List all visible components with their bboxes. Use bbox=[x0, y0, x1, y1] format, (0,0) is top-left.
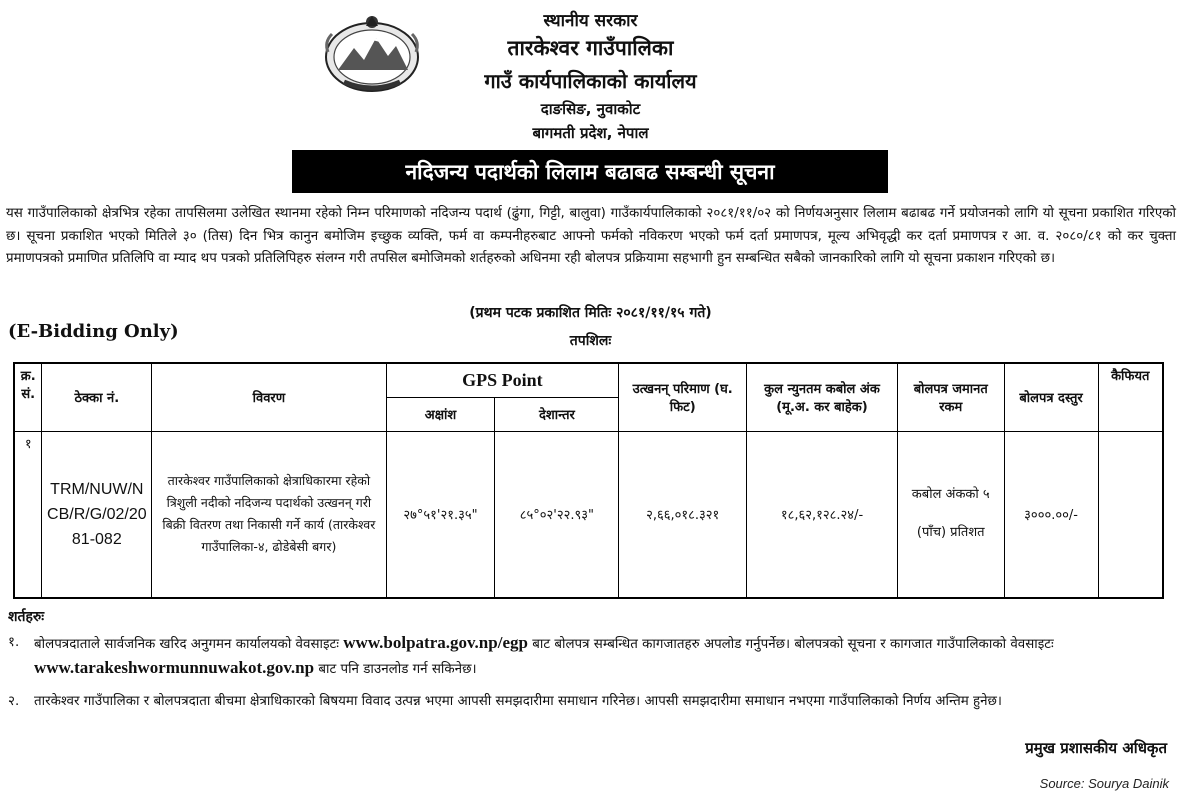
header-municipality-name: तारकेश्वर गाउँपालिका bbox=[507, 36, 674, 60]
cell-quantity: २,६६,०१८.३२१ bbox=[619, 431, 747, 598]
condition-number: २. bbox=[8, 694, 20, 709]
cell-description: तारकेश्वर गाउँपालिकाको क्षेत्राधिकारमा रहेको त्रिशुली नदीको नदिजन्य पदार्थको उत्खनन् गरी बिक्री वितरण तथा निकासी गर्ने कार्य (तारकेश्वर गाउँपालिका-४, ढोडेबेसी बगर) bbox=[152, 431, 386, 598]
cell-bid-fee: ३०००.००/- bbox=[1004, 431, 1098, 598]
col-header-quantity: उत्खनन् परिमाण (घ. फिट) bbox=[619, 363, 747, 431]
col-header-longitude: देशान्तर bbox=[495, 397, 619, 431]
signatory: प्रमुख प्रशासकीय अधिकृत bbox=[1025, 739, 1167, 757]
conditions-heading: शर्तहरुः bbox=[8, 609, 45, 625]
header-local-government: स्थानीय सरकार bbox=[543, 11, 638, 31]
col-header-gps: GPS Point bbox=[386, 363, 619, 397]
col-header-sn: क्र. सं. bbox=[14, 363, 42, 431]
cell-min-bid: १८,६२,१२८.२४/- bbox=[747, 431, 898, 598]
condition-text: तारकेश्वर गाउँपालिका र बोलपत्रदाता बीचमा क्षेत्राधिकारको बिषयमा विवाद उत्पन्न भएमा आपसी समझदारीमा समाधान गरिनेछ। आपसी समझदारीमा समाधान नभएमा गाउँपालिकाको निर्णय अन्तिम हुनेछ। bbox=[34, 694, 1002, 709]
source-credit: Source: Sourya Dainik bbox=[1039, 776, 1169, 791]
condition-number: १. bbox=[8, 635, 20, 650]
schedule-label: तपशिलः bbox=[569, 333, 612, 349]
cell-latitude: २७°५१'२१.३५" bbox=[386, 431, 495, 598]
condition-text: बाट बोलपत्र सम्बन्धित कागजातहरु अपलोड गर्नुपर्नेछ। बोलपत्रको सूचना र कागजात गाउँपालिकाको वेवसाइटः bbox=[532, 637, 1054, 652]
condition-text: बोलपत्रदाताले सार्वजनिक खरिद अनुगमन कार्यालयको वेवसाइटः bbox=[34, 637, 339, 652]
schedule-table bbox=[13, 362, 1164, 599]
ebidding-label: (E-Bidding Only) bbox=[8, 321, 179, 342]
notice-title: नदिजन्य पदार्थको लिलाम बढाबढ सम्बन्धी सूचना bbox=[292, 150, 888, 193]
condition-text: बाट पनि डाउनलोड गर्न सकिनेछ। bbox=[318, 662, 477, 677]
col-header-bid-security: बोलपत्र जमानत रकम bbox=[897, 363, 1004, 431]
header-province: बागमती प्रदेश, नेपाल bbox=[532, 124, 649, 142]
bolpatra-link[interactable]: www.bolpatra.gov.np/egp bbox=[343, 633, 528, 652]
cell-sn: १ bbox=[14, 431, 42, 598]
col-header-min-bid: कुल न्युनतम कबोल अंक (मू.अ. कर बाहेक) bbox=[747, 363, 898, 431]
cell-remarks bbox=[1098, 431, 1163, 598]
header-office-name: गाउँ कार्यपालिकाको कार्यालय bbox=[484, 69, 697, 93]
col-header-bid-fee: बोलपत्र दस्तुर bbox=[1004, 363, 1098, 431]
condition-item bbox=[8, 631, 1168, 681]
col-header-description: विवरण bbox=[152, 363, 386, 431]
col-header-latitude: अक्षांश bbox=[386, 397, 495, 431]
cell-contract-no: TRM/NUW/NCB/R/G/02/2081-082 bbox=[42, 431, 152, 598]
col-header-remarks: कैफियत bbox=[1098, 363, 1163, 431]
cell-longitude: ८५°०२'२२.९३" bbox=[495, 431, 619, 598]
notice-body: यस गाउँपालिकाको क्षेत्रभित्र रहेका तापसिलमा उलेखित स्थानमा रहेको निम्न परिमाणको नदिजन्य पदार्थ (ढुंगा, गिट्टी, बालुवा) गाउँकार्यपालिकाको २०८१/११/०२ को निर्णयअनुसार लिलाम बढाबढ गर्ने प्रयोजनको लागि यो सूचना प्रकाशित गरिएको छ। सूचना प्रकाशित भएको मितिले ३० (तिस) दिन भित्र कानुन बमोजिम इच्छुक व्यक्ति, फर्म वा कम्पनीहरुबाट आफ्नो फर्मको नविकरण भएको फर्म दर्ता प्रमाणपत्र, मूल्य अभिवृद्धी कर दर्ता प्रमाणपत्र र आ. व. २०८०/८१ को कर चुक्ता प्रमाणपत्रको प्रमाणित प्रतिलिपि वा म्याद थप पत्रको प्रतिलिपिहरु संलग्न गरी तपसिल बमोजिमको शर्तहरुको अधिनमा रही बोलपत्र प्रक्रियामा सहभागी हुन सम्बन्धित सबैको जानकारिको लागि यो सूचना प्रकाशन गरिएको छ। bbox=[6, 206, 1176, 266]
cell-bid-security: कबोल अंकको ५ (पाँच) प्रतिशत bbox=[897, 431, 1004, 598]
col-header-contract-no: ठेक्का नं. bbox=[42, 363, 152, 431]
table-row bbox=[14, 431, 1163, 598]
condition-item bbox=[8, 690, 1168, 713]
publish-date: (प्रथम पटक प्रकाशित मितिः २०८१/११/१५ गते) bbox=[469, 305, 712, 321]
municipality-website-link[interactable]: www.tarakeshwormunnuwakot.gov.np bbox=[34, 658, 315, 677]
header-address: दाङसिङ, नुवाकोट bbox=[540, 100, 641, 118]
